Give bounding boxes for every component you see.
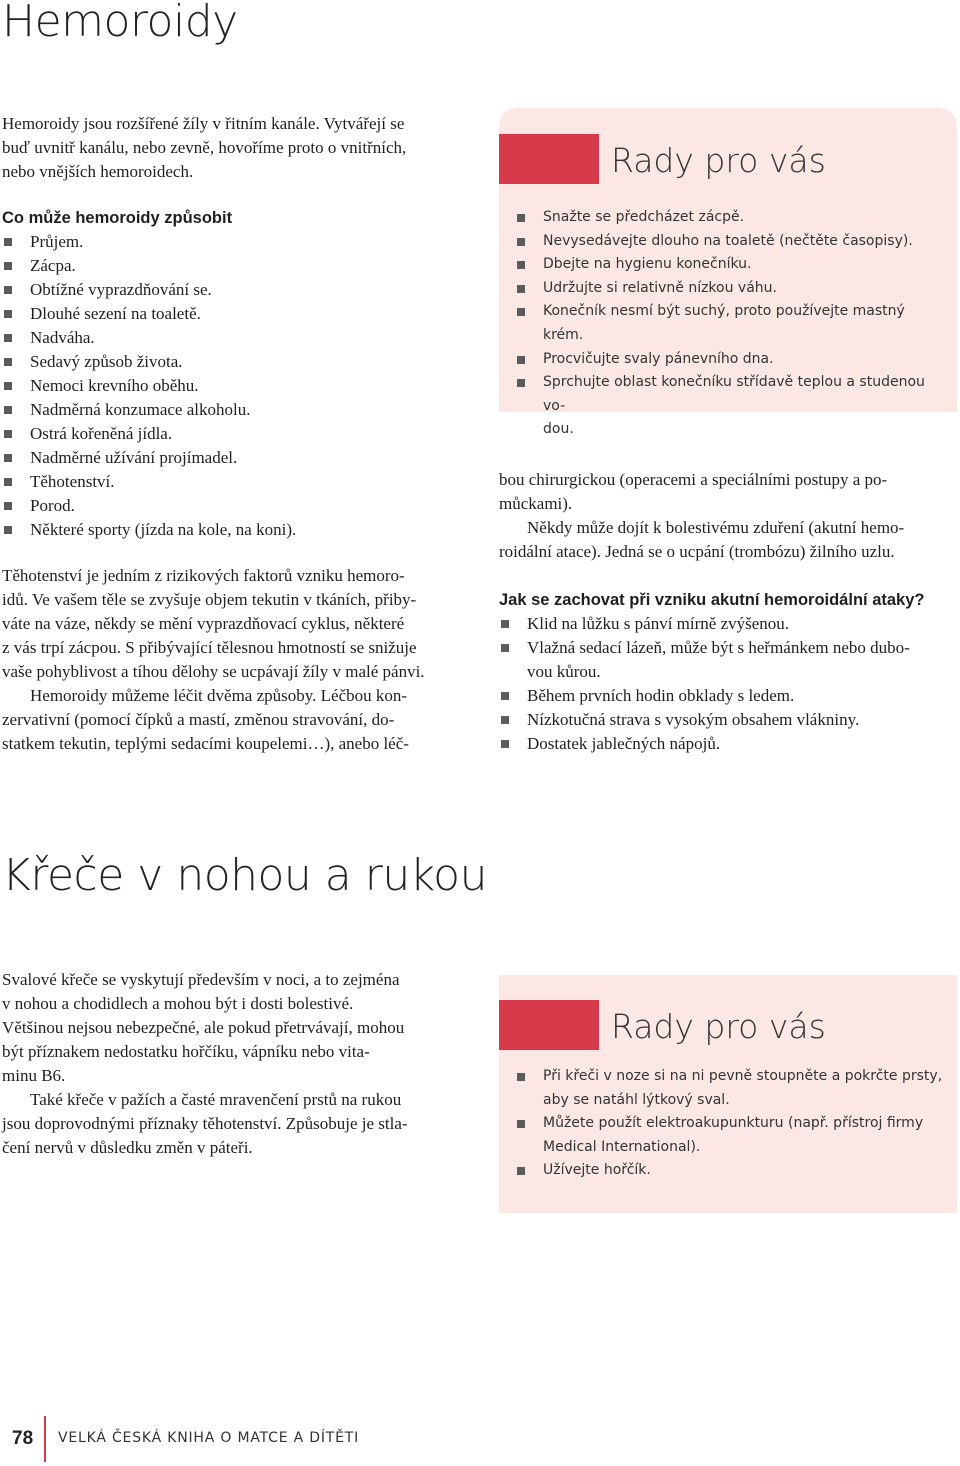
list-item — [499, 684, 959, 708]
list-item-text: Udržujte si relativně nízkou váhu. — [543, 279, 777, 296]
bullet-square-icon — [517, 308, 525, 316]
bullet-square-icon — [4, 382, 12, 390]
list-item — [515, 348, 945, 372]
list-item-text: Některé sporty (jízda na kole, na koni). — [30, 520, 297, 539]
list-item-text: Dbejte na hygienu konečníku. — [543, 256, 752, 273]
list-item-text: Sedavý způsob života. — [30, 352, 183, 371]
treatment-paragraph — [2, 684, 472, 756]
bullet-square-icon — [4, 358, 12, 366]
bullet-square-icon — [517, 356, 525, 364]
pregnancy-paragraph — [2, 564, 472, 684]
footer-divider — [44, 1416, 46, 1462]
text-line: čení nervů v důsledku změn v páteři. — [2, 1138, 253, 1157]
text-line: Většinou nejsou nebezpečné, ale pokud přetrvávají, mohou — [2, 1018, 405, 1037]
list-item-text: Zácpa. — [30, 256, 76, 275]
list-item — [499, 708, 959, 732]
text-line: v nohou a chodidlech a mohou být i dosti bolestivé. — [2, 994, 354, 1013]
bullet-square-icon — [4, 310, 12, 318]
causes-heading: Co může hemoroidy způsobit — [2, 209, 233, 227]
krece-paragraph-2 — [2, 1088, 472, 1160]
list-item — [515, 253, 945, 277]
tips-box-2 — [499, 975, 957, 1213]
bullet-square-icon — [517, 1167, 525, 1175]
bullet-square-icon — [517, 1073, 525, 1081]
list-item-text: Nízkotučná strava s vysokým obsahem vlákniny. — [527, 710, 860, 729]
list-item — [2, 350, 472, 374]
text-line: buď uvnitř kanálu, nebo zevně, hovoříme proto o vnitřních, — [2, 138, 407, 157]
list-item-text: Dostatek jablečných nápojů. — [527, 734, 721, 753]
bullet-square-icon — [4, 526, 12, 534]
tips-list — [515, 1065, 945, 1183]
list-item — [2, 398, 472, 422]
list-item-text: Průjem. — [30, 232, 84, 251]
bullet-square-icon — [517, 214, 525, 222]
list-item — [2, 254, 472, 278]
list-item-text: Ostrá kořeněná jídla. — [30, 424, 173, 443]
list-item — [2, 446, 472, 470]
continued-paragraph — [499, 468, 959, 516]
text-line: Také křeče v pažích a časté mravenčení prstů na rukou — [30, 1090, 402, 1109]
page-number: 78 — [12, 1428, 34, 1449]
list-item-text: Obtížné vyprazdňování se. — [30, 280, 212, 299]
list-item-text: Během prvních hodin obklady s ledem. — [527, 686, 795, 705]
list-item-text: Porod. — [30, 496, 75, 515]
list-item-text: Konečník nesmí být suchý, proto používejte mastný krém. — [543, 303, 905, 343]
list-item-text: Nadváha. — [30, 328, 95, 347]
list-item-text: Můžete použít elektroakupunkturu (např. přístroj firmy Medical International). — [543, 1115, 924, 1155]
tips-list — [515, 206, 945, 442]
accent-tab — [499, 1000, 599, 1050]
text-line: Hemoroidy jsou rozšířené žíly v řitním kanále. Vytvářejí se — [2, 114, 405, 133]
list-item-text: Nemoci krevního oběhu. — [30, 376, 199, 395]
bullet-square-icon — [517, 261, 525, 269]
list-item-text: Těhotenství. — [30, 472, 115, 491]
bullet-square-icon — [4, 286, 12, 294]
tips-title: Rady pro vás — [611, 141, 826, 180]
bullet-square-icon — [517, 1120, 525, 1128]
bullet-square-icon — [4, 262, 12, 270]
acute-paragraph — [499, 516, 959, 564]
section-title-krece: Křeče v nohou a rukou — [2, 850, 487, 901]
bullet-square-icon — [517, 238, 525, 246]
list-item — [515, 277, 945, 301]
list-item — [499, 732, 959, 756]
bullet-square-icon — [4, 454, 12, 462]
accent-tab — [499, 134, 599, 184]
tips-title: Rady pro vás — [611, 1007, 826, 1046]
bullet-square-icon — [501, 716, 509, 724]
acute-list — [499, 612, 959, 756]
list-item — [515, 1065, 945, 1112]
text-line: nebo vnějších hemoroidech. — [2, 162, 194, 181]
list-item — [515, 206, 945, 230]
list-item — [2, 422, 472, 446]
list-item-text: Procvičujte svaly pánevního dna. — [543, 350, 774, 367]
list-item — [2, 494, 472, 518]
list-item — [2, 518, 472, 542]
list-item — [515, 230, 945, 254]
krece-paragraph-1 — [2, 968, 472, 1088]
list-item — [2, 278, 472, 302]
bullet-square-icon — [4, 502, 12, 510]
text-line: statkem tekutin, teplými sedacími koupelemi…), anebo léč- — [2, 734, 409, 753]
text-line: bou chirurgickou (operacemi a speciálními postupy a po- — [499, 470, 888, 489]
text-line: minu B6. — [2, 1066, 66, 1085]
bullet-square-icon — [4, 478, 12, 486]
text-line: Svalové křeče se vyskytují především v noci, a to zejména — [2, 970, 400, 989]
text-line: idů. Ve vašem těle se zvyšuje objem tekutin v tkáních, přiby- — [2, 590, 417, 609]
bullet-square-icon — [4, 334, 12, 342]
tips-box — [499, 108, 957, 438]
list-item-text: Při křeči v noze si na ni pevně stoupněte a pokrčte prsty, aby se natáhl lýtkový sval. — [543, 1068, 943, 1108]
list-item-text: Nadměrná konzumace alkoholu. — [30, 400, 251, 419]
text-line: roidální atace). Jedná se o ucpání (trombózu) žilního uzlu. — [499, 542, 895, 561]
bullet-square-icon — [501, 644, 509, 652]
text-line: váte na váze, někdy se mění vyprazdňovací cyklus, některé — [2, 614, 405, 633]
bullet-square-icon — [517, 285, 525, 293]
list-item-text: Klid na lůžku s pánví mírně zvýšenou. — [527, 614, 790, 633]
text-line: zervativní (pomocí čípků a mastí, změnou stravování, do- — [2, 710, 395, 729]
list-item — [515, 300, 945, 347]
list-item — [499, 612, 959, 636]
text-line: Těhotenství je jedním z rizikových faktorů vzniku hemoro- — [2, 566, 405, 585]
book-title: VELKÁ ČESKÁ KNIHA O MATCE A DÍTĚTI — [58, 1430, 360, 1446]
text-line: vaše pohyblivost a tíhou dělohy se ucpávají žíly v malé pánvi. — [2, 662, 425, 681]
list-item — [515, 1112, 945, 1159]
bullet-square-icon — [501, 692, 509, 700]
bullet-square-icon — [517, 379, 525, 387]
list-item — [515, 371, 945, 442]
bullet-square-icon — [4, 430, 12, 438]
text-line: Někdy může dojít k bolestivému zduření (akutní hemo- — [527, 518, 905, 537]
list-item — [499, 636, 959, 684]
text-line: jsou doprovodnými příznaky těhotenství. Způsobuje je stla- — [2, 1114, 408, 1133]
list-item — [515, 1159, 945, 1183]
list-item-text: Sprchujte oblast konečníku střídavě teplou a studenou vo- dou. — [543, 374, 925, 438]
list-item-text: Užívejte hořčík. — [543, 1162, 651, 1179]
acute-heading: Jak se zachovat při vzniku akutní hemoroidální ataky? — [499, 591, 925, 609]
list-item — [2, 374, 472, 398]
bullet-square-icon — [4, 238, 12, 246]
text-line: z vás trpí zácpou. S přibývající tělesnou hmotností se snižuje — [2, 638, 417, 657]
list-item-text: Nadměrné užívání projímadel. — [30, 448, 238, 467]
list-item-text: Dlouhé sezení na toaletě. — [30, 304, 201, 323]
causes-list — [2, 230, 472, 542]
list-item-text: Nevysedávejte dlouho na toaletě (nečtěte časopisy). — [543, 232, 913, 249]
bullet-square-icon — [501, 740, 509, 748]
bullet-square-icon — [4, 406, 12, 414]
list-item — [2, 302, 472, 326]
bullet-square-icon — [501, 620, 509, 628]
list-item — [2, 326, 472, 350]
text-line: můckami). — [499, 494, 573, 513]
text-line: být příznakem nedostatku hořčíku, vápníku nebo vita- — [2, 1042, 370, 1061]
intro-paragraph — [2, 112, 472, 184]
list-item-text: Snažte se předcházet zácpě. — [543, 209, 745, 225]
list-item — [2, 230, 472, 254]
section-title-hemoroidy: Hemoroidy — [2, 0, 238, 47]
text-line: Hemoroidy můžeme léčit dvěma způsoby. Léčbou kon- — [30, 686, 408, 705]
list-item-text: Vlažná sedací lázeň, může být s heřmánkem nebo dubo- vou kůrou. — [527, 638, 910, 681]
list-item — [2, 470, 472, 494]
